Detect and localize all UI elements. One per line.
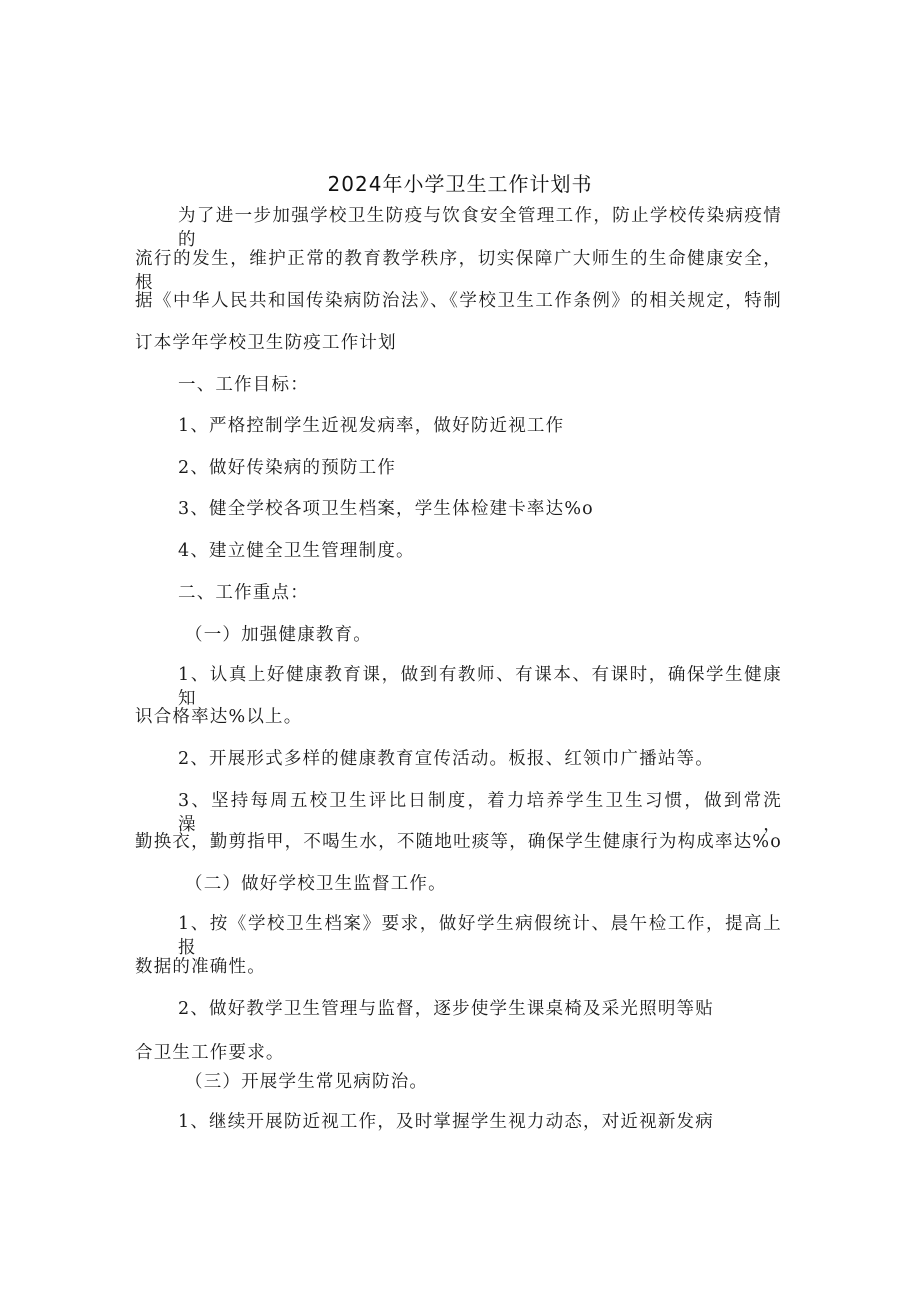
list-item: 3、坚持每周五校卫生评比日制度，着力培养学生卫生习惯，做到常洗澡，	[178, 791, 782, 835]
paragraph-line: 流行的发生，维护正常的教育教学秩序，切实保障广大师生的生命健康安全，根	[135, 249, 782, 293]
list-item: 1、严格控制学生近视发病率，做好防近视工作	[178, 416, 565, 436]
list-item: 2、开展形式多样的健康教育宣传活动。板报、红领巾广播站等。	[178, 749, 714, 769]
list-item: 4、建立健全卫生管理制度。	[178, 541, 415, 561]
subsection-heading: （一）加强健康教育。	[185, 625, 372, 645]
list-item: 3、健全学校各项卫生档案，学生体检建卡率达%o	[178, 499, 594, 519]
paragraph-line: 数据的准确性。	[135, 957, 266, 977]
section-heading: 一、工作目标：	[178, 375, 309, 395]
list-item: 1、认真上好健康教育课，做到有教师、有课本、有课时，确保学生健康知	[178, 665, 782, 709]
section-heading: 二、工作重点：	[178, 583, 309, 603]
list-item: 2、做好传染病的预防工作	[178, 458, 397, 478]
list-item: 2、做好教学卫生管理与监督，逐步使学生课桌椅及采光照明等贴	[178, 999, 714, 1019]
list-item: 1、按《学校卫生档案》要求，做好学生病假统计、晨午检工作，提高上报	[178, 914, 782, 958]
document-title: 2024年小学卫生工作计划书	[327, 172, 593, 196]
paragraph-line: 识合格率达%以上。	[135, 707, 303, 727]
list-item: 1、继续开展防近视工作，及时掌握学生视力动态，对近视新发病	[178, 1112, 714, 1132]
paragraph-line: 合卫生工作要求。	[135, 1043, 285, 1063]
paragraph-line: 订本学年学校卫生防疫工作计划	[135, 333, 397, 353]
paragraph-line: 据《中华人民共和国传染病防治法》、《学校卫生工作条例》的相关规定，特制	[135, 291, 782, 311]
paragraph-line: 勤换衣，勤剪指甲，不喝生水，不随地吐痰等，确保学生健康行为构成率达%o	[135, 832, 782, 852]
paragraph-line: 为了进一步加强学校卫生防疫与饮食安全管理工作，防止学校传染病疫情的	[178, 206, 782, 250]
subsection-heading: （三）开展学生常见病防治。	[185, 1072, 429, 1092]
subsection-heading: （二）做好学校卫生监督工作。	[185, 874, 447, 894]
